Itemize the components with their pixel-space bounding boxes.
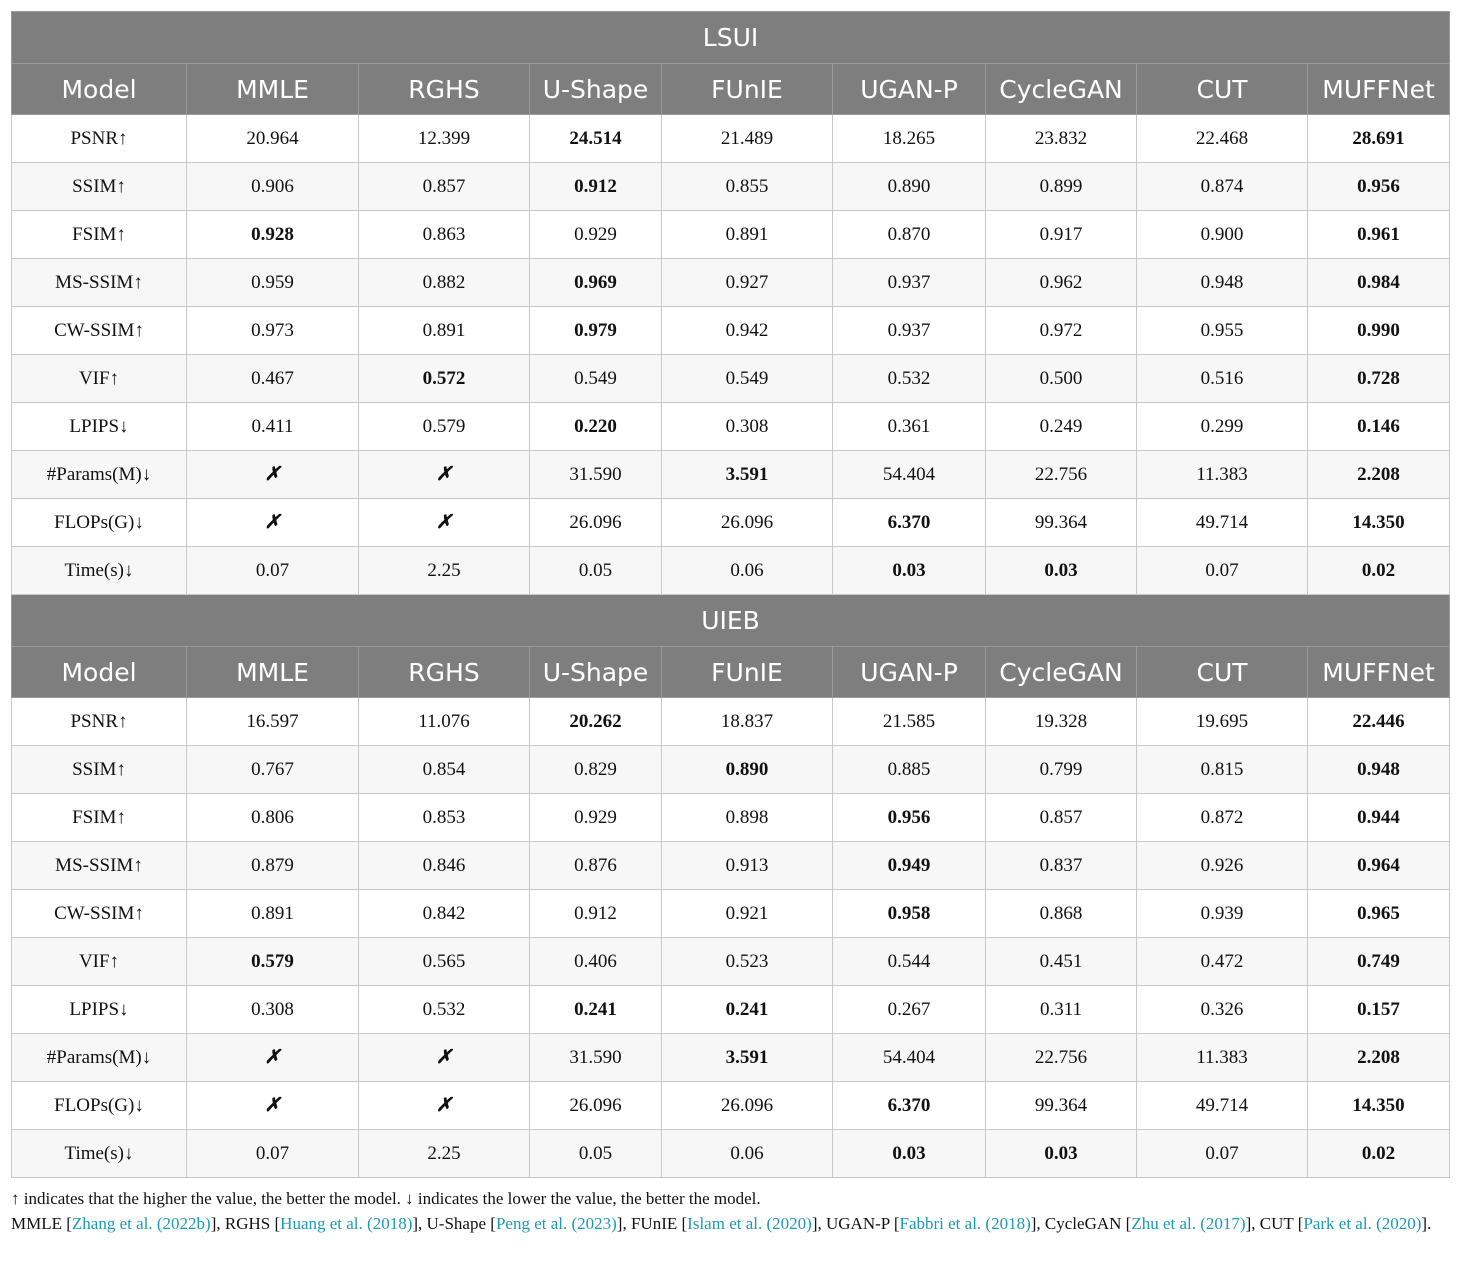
value-cell: 0.912 [530, 890, 662, 938]
table-row [12, 307, 1450, 355]
value-cell: 0.532 [833, 355, 986, 403]
citation-link[interactable]: Park et al. (2020) [1303, 1214, 1422, 1233]
value-cell: 0.06 [662, 1130, 833, 1178]
value-cell: 0.05 [530, 547, 662, 595]
column-header-row [12, 647, 1450, 698]
value-cell: 0.472 [1137, 938, 1308, 986]
value-cell: 99.364 [986, 499, 1137, 547]
value-cell: 0.406 [530, 938, 662, 986]
value-cell: 12.399 [359, 115, 530, 163]
table-row [12, 211, 1450, 259]
value-cell: 0.516 [1137, 355, 1308, 403]
value-cell: 22.756 [986, 451, 1137, 499]
value-cell: 0.411 [187, 403, 359, 451]
column-header: CUT [1137, 64, 1308, 115]
ref-model-name: FUnIE [630, 1214, 678, 1233]
table-row [12, 115, 1450, 163]
value-cell: 0.990 [1308, 307, 1450, 355]
column-header: FUnIE [662, 647, 833, 698]
table-row [12, 163, 1450, 211]
value-cell: 0.842 [359, 890, 530, 938]
table-row [12, 547, 1450, 595]
value-cell: 0.799 [986, 746, 1137, 794]
value-cell: 0.929 [530, 211, 662, 259]
ref-model-name: RGHS [224, 1214, 271, 1233]
metric-cell: SSIM↑ [12, 746, 187, 794]
value-cell: 0.863 [359, 211, 530, 259]
value-cell: 11.076 [359, 698, 530, 746]
value-cell: 54.404 [833, 451, 986, 499]
table-row [12, 746, 1450, 794]
value-cell: 0.146 [1308, 403, 1450, 451]
value-cell: 22.446 [1308, 698, 1450, 746]
value-cell: 0.06 [662, 547, 833, 595]
value-cell: 0.956 [833, 794, 986, 842]
value-cell: 0.03 [833, 1130, 986, 1178]
metric-cell: #Params(M)↓ [12, 451, 187, 499]
metric-cell: SSIM↑ [12, 163, 187, 211]
metric-cell: CW-SSIM↑ [12, 307, 187, 355]
ref-model-name: UGAN-P [825, 1214, 890, 1233]
value-cell: 0.942 [662, 307, 833, 355]
value-cell: 0.523 [662, 938, 833, 986]
value-cell: 0.964 [1308, 842, 1450, 890]
value-cell: 6.370 [833, 499, 986, 547]
column-header: Model [12, 64, 187, 115]
value-cell: 99.364 [986, 1082, 1137, 1130]
value-cell: 0.949 [833, 842, 986, 890]
value-cell: 0.965 [1308, 890, 1450, 938]
value-cell: 0.872 [1137, 794, 1308, 842]
value-cell: 54.404 [833, 1034, 986, 1082]
table-row [12, 259, 1450, 307]
value-cell: 0.451 [986, 938, 1137, 986]
column-header: MMLE [187, 647, 359, 698]
column-header: MUFFNet [1308, 64, 1450, 115]
value-cell: 0.837 [986, 842, 1137, 890]
value-cell: 0.854 [359, 746, 530, 794]
value-cell: 0.890 [662, 746, 833, 794]
value-cell: 0.891 [662, 211, 833, 259]
value-cell: 0.220 [530, 403, 662, 451]
value-cell: 0.961 [1308, 211, 1450, 259]
value-cell: 0.890 [833, 163, 986, 211]
value-cell: 0.874 [1137, 163, 1308, 211]
value-cell: 0.03 [833, 547, 986, 595]
value-cell: 0.959 [187, 259, 359, 307]
value-cell: 0.07 [1137, 547, 1308, 595]
value-cell: 0.973 [187, 307, 359, 355]
value-cell: 24.514 [530, 115, 662, 163]
column-header: UGAN-P [833, 647, 986, 698]
value-cell: 0.326 [1137, 986, 1308, 1034]
value-cell: 26.096 [662, 499, 833, 547]
column-header: UGAN-P [833, 64, 986, 115]
value-cell: 0.937 [833, 259, 986, 307]
value-cell: 0.241 [530, 986, 662, 1034]
table-row [12, 355, 1450, 403]
value-cell: 2.25 [359, 547, 530, 595]
column-header: CycleGAN [986, 64, 1137, 115]
ref-model-name: MMLE [11, 1214, 62, 1233]
value-cell: 0.885 [833, 746, 986, 794]
metric-cell: MS-SSIM↑ [12, 259, 187, 307]
value-cell: 22.756 [986, 1034, 1137, 1082]
metric-cell: FSIM↑ [12, 794, 187, 842]
section-title-row [12, 595, 1450, 647]
value-cell: 0.853 [359, 794, 530, 842]
section-title: UIEB [12, 595, 1450, 647]
value-cell: 0.02 [1308, 1130, 1450, 1178]
metric-cell: FLOPs(G)↓ [12, 499, 187, 547]
citation-link[interactable]: Islam et al. (2020) [687, 1214, 812, 1233]
value-cell: 0.955 [1137, 307, 1308, 355]
value-cell: 0.939 [1137, 890, 1308, 938]
metric-cell: PSNR↑ [12, 115, 187, 163]
value-cell: 0.572 [359, 355, 530, 403]
table-row [12, 1034, 1450, 1082]
value-cell: 0.979 [530, 307, 662, 355]
metric-cell: MS-SSIM↑ [12, 842, 187, 890]
value-cell: ✗ [187, 451, 359, 499]
value-cell: 0.749 [1308, 938, 1450, 986]
value-cell: 0.549 [530, 355, 662, 403]
value-cell: 0.926 [1137, 842, 1308, 890]
value-cell: 0.891 [359, 307, 530, 355]
metric-cell: LPIPS↓ [12, 403, 187, 451]
value-cell: 14.350 [1308, 499, 1450, 547]
value-cell: 26.096 [662, 1082, 833, 1130]
value-cell: 0.927 [662, 259, 833, 307]
value-cell: 0.815 [1137, 746, 1308, 794]
metric-cell: CW-SSIM↑ [12, 890, 187, 938]
citation-link[interactable]: Fabbri et al. (2018) [899, 1214, 1031, 1233]
value-cell: 0.829 [530, 746, 662, 794]
value-cell: 0.912 [530, 163, 662, 211]
value-cell: 0.05 [530, 1130, 662, 1178]
value-cell: 0.299 [1137, 403, 1308, 451]
value-cell: 0.500 [986, 355, 1137, 403]
value-cell: 0.157 [1308, 986, 1450, 1034]
value-cell: 0.891 [187, 890, 359, 938]
citation-link[interactable]: Zhang et al. (2022b) [71, 1214, 211, 1233]
value-cell: 20.262 [530, 698, 662, 746]
value-cell: 2.208 [1308, 1034, 1450, 1082]
table-row [12, 451, 1450, 499]
column-header: MUFFNet [1308, 647, 1450, 698]
metric-cell: LPIPS↓ [12, 986, 187, 1034]
ref-model-name: CycleGAN [1044, 1214, 1122, 1233]
value-cell: 0.467 [187, 355, 359, 403]
value-cell: 0.308 [187, 986, 359, 1034]
metric-cell: #Params(M)↓ [12, 1034, 187, 1082]
references-note: MMLE [Zhang et al. (2022b)], RGHS [Huang et al. (2018)], U-Shape [Peng et al. (2023)], FUnIE [Islam et al. (2020)], UGAN-P [Fabbri et al. (2018)], CycleGAN [Zhu et al. (2017)], CUT [Park et al. (2020)]. [11, 1214, 1432, 1233]
column-header: MMLE [187, 64, 359, 115]
arrow-legend-note: ↑ indicates that the higher the value, the better the model. ↓ indicates the lower the value, the better the model. [11, 1189, 761, 1208]
value-cell: ✗ [359, 499, 530, 547]
value-cell: 0.728 [1308, 355, 1450, 403]
table-row [12, 1082, 1450, 1130]
table-row [12, 938, 1450, 986]
value-cell: 28.691 [1308, 115, 1450, 163]
value-cell: 26.096 [530, 1082, 662, 1130]
value-cell: 0.948 [1308, 746, 1450, 794]
value-cell: 0.311 [986, 986, 1137, 1034]
value-cell: 21.489 [662, 115, 833, 163]
value-cell: 0.249 [986, 403, 1137, 451]
value-cell: 0.07 [1137, 1130, 1308, 1178]
results-table-container [11, 11, 1449, 1178]
value-cell: 0.956 [1308, 163, 1450, 211]
value-cell: 0.928 [187, 211, 359, 259]
column-header: CycleGAN [986, 647, 1137, 698]
value-cell: ✗ [359, 451, 530, 499]
value-cell: 0.899 [986, 163, 1137, 211]
table-row [12, 698, 1450, 746]
section-title: LSUI [12, 12, 1450, 64]
value-cell: 0.870 [833, 211, 986, 259]
value-cell: ✗ [359, 1082, 530, 1130]
metric-cell: Time(s)↓ [12, 1130, 187, 1178]
value-cell: ✗ [359, 1034, 530, 1082]
value-cell: 19.328 [986, 698, 1137, 746]
value-cell: 0.565 [359, 938, 530, 986]
value-cell: 0.846 [359, 842, 530, 890]
value-cell: 21.585 [833, 698, 986, 746]
value-cell: 0.906 [187, 163, 359, 211]
value-cell: ✗ [187, 1082, 359, 1130]
value-cell: 0.917 [986, 211, 1137, 259]
table-row [12, 890, 1450, 938]
value-cell: 0.857 [359, 163, 530, 211]
table-footnotes [11, 1186, 1449, 1236]
value-cell: 0.937 [833, 307, 986, 355]
value-cell: 31.590 [530, 451, 662, 499]
value-cell: 0.898 [662, 794, 833, 842]
column-header: FUnIE [662, 64, 833, 115]
value-cell: 6.370 [833, 1082, 986, 1130]
column-header: U-Shape [530, 64, 662, 115]
value-cell: 0.984 [1308, 259, 1450, 307]
value-cell: 0.361 [833, 403, 986, 451]
metric-cell: Time(s)↓ [12, 547, 187, 595]
value-cell: 20.964 [187, 115, 359, 163]
value-cell: 2.208 [1308, 451, 1450, 499]
value-cell: ✗ [187, 499, 359, 547]
column-header: RGHS [359, 647, 530, 698]
column-header: RGHS [359, 64, 530, 115]
value-cell: ✗ [187, 1034, 359, 1082]
metric-cell: VIF↑ [12, 938, 187, 986]
value-cell: 0.921 [662, 890, 833, 938]
value-cell: 3.591 [662, 1034, 833, 1082]
value-cell: 2.25 [359, 1130, 530, 1178]
metric-cell: VIF↑ [12, 355, 187, 403]
value-cell: 31.590 [530, 1034, 662, 1082]
value-cell: 0.876 [530, 842, 662, 890]
value-cell: 0.882 [359, 259, 530, 307]
value-cell: 18.837 [662, 698, 833, 746]
table-row [12, 986, 1450, 1034]
value-cell: 0.958 [833, 890, 986, 938]
value-cell: 0.308 [662, 403, 833, 451]
value-cell: 0.929 [530, 794, 662, 842]
citation-link[interactable]: Huang et al. (2018) [280, 1214, 413, 1233]
value-cell: 0.07 [187, 1130, 359, 1178]
value-cell: 0.855 [662, 163, 833, 211]
value-cell: 23.832 [986, 115, 1137, 163]
value-cell: 0.549 [662, 355, 833, 403]
value-cell: 0.241 [662, 986, 833, 1034]
column-header: U-Shape [530, 647, 662, 698]
value-cell: 0.972 [986, 307, 1137, 355]
value-cell: 22.468 [1137, 115, 1308, 163]
value-cell: 0.857 [986, 794, 1137, 842]
value-cell: 0.913 [662, 842, 833, 890]
table-row [12, 1130, 1450, 1178]
comparison-table [11, 11, 1450, 1178]
value-cell: 0.868 [986, 890, 1137, 938]
table-row [12, 794, 1450, 842]
citation-link[interactable]: Zhu et al. (2017) [1131, 1214, 1246, 1233]
table-row [12, 403, 1450, 451]
metric-cell: PSNR↑ [12, 698, 187, 746]
value-cell: 49.714 [1137, 499, 1308, 547]
value-cell: 0.07 [187, 547, 359, 595]
value-cell: 0.02 [1308, 547, 1450, 595]
value-cell: 0.948 [1137, 259, 1308, 307]
column-header-row [12, 64, 1450, 115]
table-row [12, 842, 1450, 890]
value-cell: 0.969 [530, 259, 662, 307]
ref-model-name: U-Shape [426, 1214, 487, 1233]
value-cell: 0.03 [986, 1130, 1137, 1178]
ref-model-name: CUT [1259, 1214, 1294, 1233]
value-cell: 0.532 [359, 986, 530, 1034]
citation-link[interactable]: Peng et al. (2023) [495, 1214, 617, 1233]
value-cell: 49.714 [1137, 1082, 1308, 1130]
value-cell: 0.962 [986, 259, 1137, 307]
value-cell: 0.579 [187, 938, 359, 986]
value-cell: 0.879 [187, 842, 359, 890]
value-cell: 0.544 [833, 938, 986, 986]
value-cell: 0.944 [1308, 794, 1450, 842]
value-cell: 19.695 [1137, 698, 1308, 746]
value-cell: 0.03 [986, 547, 1137, 595]
value-cell: 16.597 [187, 698, 359, 746]
metric-cell: FSIM↑ [12, 211, 187, 259]
column-header: CUT [1137, 647, 1308, 698]
value-cell: 0.900 [1137, 211, 1308, 259]
value-cell: 26.096 [530, 499, 662, 547]
column-header: Model [12, 647, 187, 698]
value-cell: 0.767 [187, 746, 359, 794]
value-cell: 18.265 [833, 115, 986, 163]
section-title-row [12, 12, 1450, 64]
value-cell: 11.383 [1137, 451, 1308, 499]
table-row [12, 499, 1450, 547]
value-cell: 11.383 [1137, 1034, 1308, 1082]
value-cell: 0.267 [833, 986, 986, 1034]
value-cell: 14.350 [1308, 1082, 1450, 1130]
metric-cell: FLOPs(G)↓ [12, 1082, 187, 1130]
value-cell: 3.591 [662, 451, 833, 499]
value-cell: 0.806 [187, 794, 359, 842]
value-cell: 0.579 [359, 403, 530, 451]
